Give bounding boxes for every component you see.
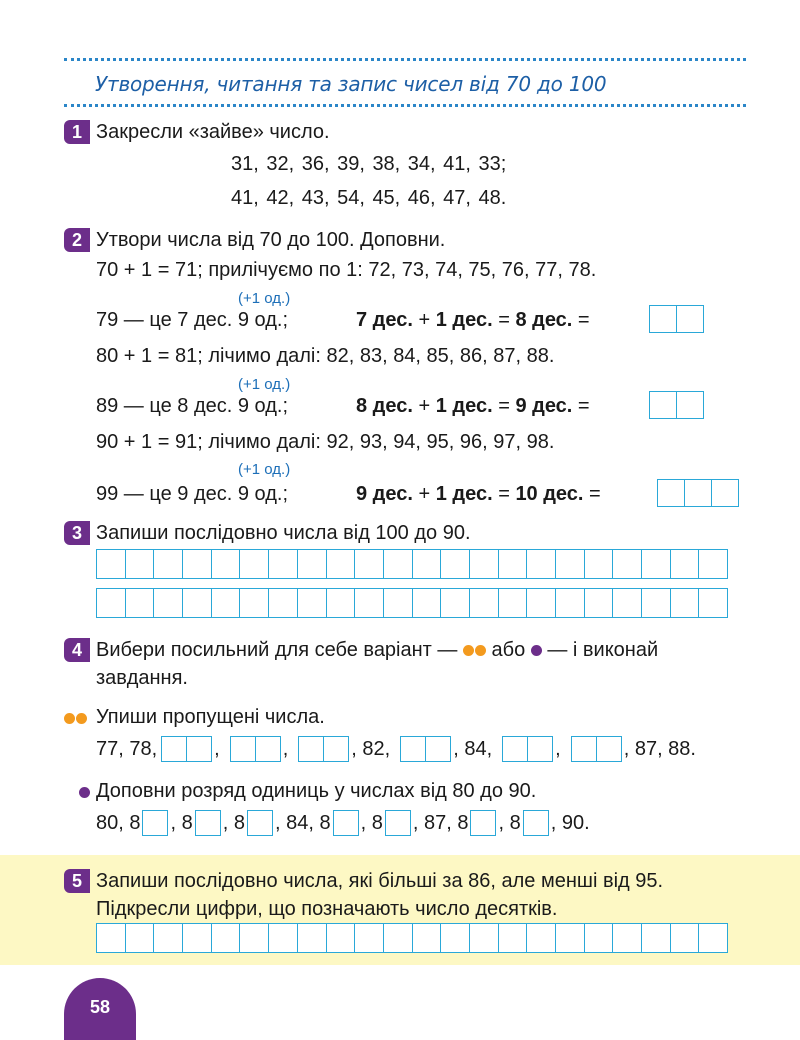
- task-2-line-6b: [356, 482, 601, 506]
- grid-cell[interactable]: [670, 549, 700, 579]
- answer-cells-100[interactable]: [657, 479, 739, 507]
- grid-cell[interactable]: [182, 588, 212, 618]
- seq-text: , 84,: [453, 738, 493, 760]
- op: =: [572, 395, 590, 417]
- two-dots-option-icon: [64, 710, 87, 728]
- task-3-grid-row-1[interactable]: [96, 549, 728, 579]
- task-2-line-6a: 99 — це 9 дес. 9 од.;: [96, 483, 289, 505]
- task-2-line-5: 90 + 1 = 91; лічимо далі: 92, 93, 94, 95, 96, 97, 98.: [96, 431, 555, 453]
- option-1-sequence: [96, 736, 696, 762]
- grid-cell[interactable]: [297, 923, 327, 953]
- term: 9 дес.: [356, 483, 413, 505]
- blank-cells[interactable]: [161, 736, 212, 762]
- grid-cell[interactable]: [268, 588, 298, 618]
- grid-cell[interactable]: [268, 549, 298, 579]
- grid-cell[interactable]: [440, 588, 470, 618]
- term: 8 дес.: [515, 309, 573, 331]
- option-1-title: Упиши пропущені числа.: [96, 706, 325, 728]
- grid-cell[interactable]: [612, 549, 642, 579]
- grid-cell[interactable]: [125, 549, 155, 579]
- answer-cell[interactable]: [649, 391, 677, 419]
- grid-cell[interactable]: [412, 588, 442, 618]
- grid-cell[interactable]: [153, 588, 183, 618]
- seq-text: ,: [214, 738, 220, 760]
- one-dot-icon: [531, 645, 542, 656]
- blank-cell[interactable]: [470, 810, 496, 836]
- task-3-badge: 3: [64, 521, 90, 545]
- op: =: [583, 483, 601, 505]
- term: 8 дес.: [356, 395, 413, 417]
- blank-cells[interactable]: [400, 736, 451, 762]
- grid-cell[interactable]: [383, 549, 413, 579]
- seq-text: , 90.: [550, 812, 590, 834]
- grid-cell[interactable]: [326, 588, 356, 618]
- grid-cell[interactable]: [182, 549, 212, 579]
- op: +: [412, 395, 436, 417]
- grid-cell[interactable]: [698, 549, 728, 579]
- answer-cells-90[interactable]: [649, 391, 704, 419]
- seq-text: 77, 78,: [96, 738, 158, 760]
- task-4-badge: 4: [64, 638, 90, 662]
- grid-cell[interactable]: [670, 588, 700, 618]
- term: 10 дес.: [515, 483, 584, 505]
- op: =: [572, 309, 590, 331]
- blank-cell[interactable]: [195, 810, 221, 836]
- bottom-dotted-rule: [64, 104, 746, 107]
- grid-cell[interactable]: [469, 923, 499, 953]
- answer-cell[interactable]: [684, 479, 712, 507]
- blank-cell[interactable]: [523, 810, 549, 836]
- term: 9 дес.: [515, 395, 573, 417]
- grid-cell[interactable]: [641, 549, 671, 579]
- answer-cell[interactable]: [649, 305, 677, 333]
- grid-cell[interactable]: [584, 923, 614, 953]
- grid-cell[interactable]: [555, 549, 585, 579]
- task-5-badge: 5: [64, 869, 90, 893]
- task-3-grid-row-2[interactable]: [96, 588, 728, 618]
- grid-cell[interactable]: [297, 549, 327, 579]
- grid-cell[interactable]: [297, 588, 327, 618]
- task-5-line-1: Запиши послідовно числа, які більші за 86, але менші від 95.: [96, 870, 664, 892]
- task-2-hint-2: (+1 од.): [238, 376, 291, 393]
- task-1-numbers-row-1[interactable]: 31, 32, 36, 39, 38, 34, 41, 33;: [231, 153, 507, 175]
- grid-cell[interactable]: [96, 923, 126, 953]
- grid-cell[interactable]: [211, 549, 241, 579]
- seq-text: , 8: [498, 812, 521, 834]
- grid-cell[interactable]: [469, 549, 499, 579]
- seq-text: 80, 8: [96, 812, 141, 834]
- blank-cell[interactable]: [385, 810, 411, 836]
- grid-cell[interactable]: [354, 549, 384, 579]
- term: 1 дес.: [435, 309, 493, 331]
- task-5-grid[interactable]: [96, 923, 728, 953]
- grid-cell[interactable]: [526, 549, 556, 579]
- grid-cell[interactable]: [412, 923, 442, 953]
- grid-cell[interactable]: [239, 549, 269, 579]
- grid-cell[interactable]: [440, 549, 470, 579]
- op: =: [492, 395, 516, 417]
- grid-cell[interactable]: [412, 549, 442, 579]
- blank-cell[interactable]: [333, 810, 359, 836]
- seq-text: , 82,: [351, 738, 391, 760]
- seq-text: , 87, 8: [412, 812, 469, 834]
- grid-cell[interactable]: [698, 923, 728, 953]
- grid-cell[interactable]: [641, 588, 671, 618]
- one-dot-option-icon: [79, 784, 90, 802]
- seq-text: , 87, 88.: [623, 738, 696, 760]
- grid-cell[interactable]: [383, 588, 413, 618]
- task-2-line-3: 80 + 1 = 81; лічимо далі: 82, 83, 84, 85, 86, 87, 88.: [96, 345, 555, 367]
- grid-cell[interactable]: [125, 588, 155, 618]
- term: 7 дес.: [356, 309, 413, 331]
- grid-cell[interactable]: [555, 923, 585, 953]
- option-2-sequence: [96, 810, 590, 836]
- task-3-text: Запиши послідовно числа від 100 до 90.: [96, 522, 471, 544]
- grid-cell[interactable]: [383, 923, 413, 953]
- grid-cell[interactable]: [268, 923, 298, 953]
- answer-cell[interactable]: [657, 479, 685, 507]
- task-2-line-2a: 79 — це 7 дес. 9 од.;: [96, 309, 289, 331]
- section-title: Утворення, читання та запис чисел від 70 до 100: [95, 72, 607, 96]
- grid-cell[interactable]: [612, 588, 642, 618]
- task-5-line-2: Підкресли цифри, що позначають число десятків.: [96, 898, 558, 920]
- blank-cells[interactable]: [298, 736, 349, 762]
- task-4-text-b: або: [491, 639, 526, 661]
- answer-cell[interactable]: [676, 391, 704, 419]
- grid-cell[interactable]: [584, 549, 614, 579]
- page-number: 58: [64, 978, 136, 1040]
- task-2-text: Утвори числа від 70 до 100. Доповни.: [96, 229, 446, 251]
- term: 1 дес.: [435, 483, 493, 505]
- term: 1 дес.: [435, 395, 493, 417]
- seq-text: , 8: [222, 812, 245, 834]
- op: =: [492, 483, 516, 505]
- task-4-text: [96, 638, 658, 662]
- grid-cell[interactable]: [211, 923, 241, 953]
- blank-cells[interactable]: [230, 736, 281, 762]
- task-4-text-d: завдання.: [96, 667, 188, 689]
- two-dots-icon: [463, 639, 486, 661]
- grid-cell[interactable]: [526, 923, 556, 953]
- task-2-badge: 2: [64, 228, 90, 252]
- blank-cell[interactable]: [142, 810, 168, 836]
- seq-text: , 84, 8: [274, 812, 331, 834]
- grid-cell[interactable]: [211, 588, 241, 618]
- grid-cell[interactable]: [698, 588, 728, 618]
- task-1-badge: 1: [64, 120, 90, 144]
- top-dotted-rule: [64, 58, 746, 61]
- task-2-line-2b: [356, 308, 590, 332]
- grid-cell[interactable]: [612, 923, 642, 953]
- seq-text: , 8: [360, 812, 383, 834]
- seq-text: , 8: [170, 812, 193, 834]
- task-2-hint-3: (+1 од.): [238, 461, 291, 478]
- grid-cell[interactable]: [326, 549, 356, 579]
- option-2-title: Доповни розряд одиниць у числах від 80 до 90.: [96, 780, 537, 802]
- grid-cell[interactable]: [354, 588, 384, 618]
- grid-cell[interactable]: [440, 923, 470, 953]
- grid-cell[interactable]: [239, 588, 269, 618]
- grid-cell[interactable]: [239, 923, 269, 953]
- grid-cell[interactable]: [498, 549, 528, 579]
- task-2-line-1: 70 + 1 = 71; прилічуємо по 1: 72, 73, 74, 75, 76, 77, 78.: [96, 259, 597, 281]
- grid-cell[interactable]: [498, 923, 528, 953]
- blank-cells[interactable]: [502, 736, 553, 762]
- seq-text: ,: [555, 738, 561, 760]
- blank-cells[interactable]: [571, 736, 622, 762]
- task-2-hint-1: (+1 од.): [238, 290, 291, 307]
- seq-text: ,: [282, 738, 289, 760]
- grid-cell[interactable]: [555, 588, 585, 618]
- task-2-line-4b: [356, 394, 590, 418]
- task-4-text-a: Вибери посильний для себе варіант —: [96, 639, 458, 661]
- grid-cell[interactable]: [641, 923, 671, 953]
- task-1-numbers-row-2[interactable]: 41, 42, 43, 54, 45, 46, 47, 48.: [231, 187, 507, 209]
- grid-cell[interactable]: [153, 549, 183, 579]
- task-1-text: Закресли «зайве» число.: [96, 121, 330, 143]
- grid-cell[interactable]: [354, 923, 384, 953]
- answer-cells-80[interactable]: [649, 305, 704, 333]
- grid-cell[interactable]: [96, 549, 126, 579]
- answer-cell[interactable]: [711, 479, 739, 507]
- task-2-line-4a: 89 — це 8 дес. 9 од.;: [96, 395, 289, 417]
- grid-cell[interactable]: [469, 588, 499, 618]
- grid-cell[interactable]: [182, 923, 212, 953]
- grid-cell[interactable]: [584, 588, 614, 618]
- op: +: [412, 483, 436, 505]
- grid-cell[interactable]: [326, 923, 356, 953]
- answer-cell[interactable]: [676, 305, 704, 333]
- grid-cell[interactable]: [498, 588, 528, 618]
- grid-cell[interactable]: [153, 923, 183, 953]
- grid-cell[interactable]: [670, 923, 700, 953]
- blank-cell[interactable]: [247, 810, 273, 836]
- op: =: [492, 309, 516, 331]
- grid-cell[interactable]: [125, 923, 155, 953]
- task-4-text-c: — і виконай: [547, 639, 659, 661]
- grid-cell[interactable]: [526, 588, 556, 618]
- op: +: [412, 309, 436, 331]
- grid-cell[interactable]: [96, 588, 126, 618]
